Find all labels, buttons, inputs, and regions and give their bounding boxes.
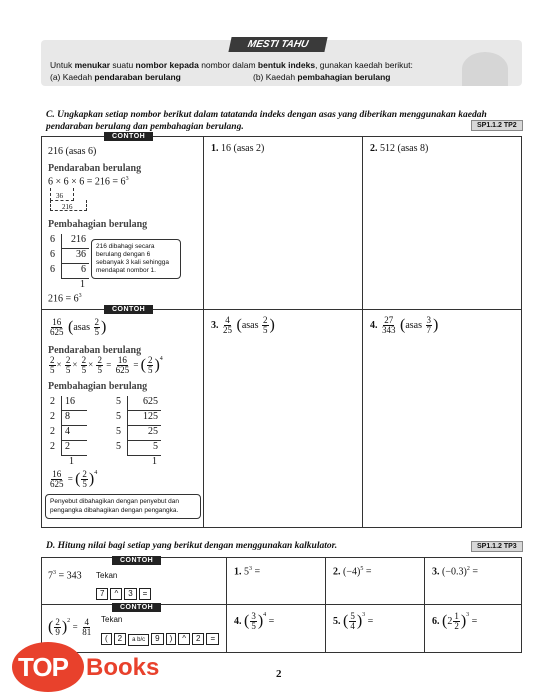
page-number: 2 bbox=[276, 668, 282, 680]
mult-216: 216 bbox=[62, 203, 73, 211]
topbooks-logo bbox=[0, 640, 190, 700]
example1-mult-heading: Pendaraban berulang bbox=[48, 163, 142, 174]
key-open-paren: ( bbox=[101, 633, 112, 645]
example2-note: Penyebut dibahagikan dengan penyebut dan pengangka dibahagikan dengan pengangka. bbox=[45, 494, 201, 519]
section-c-grid bbox=[41, 136, 522, 528]
key-2: 2 bbox=[114, 633, 126, 645]
key-fraction: a b/c bbox=[128, 634, 149, 646]
question-c1: 1. 16 (asas 2) bbox=[211, 143, 265, 154]
d-example1-tekan: Tekan bbox=[96, 571, 118, 580]
example1-note: 216 dibahagi secara berulang dengan 6 sebanyak 3 kali sehingga mendapat nombor 1. bbox=[91, 239, 181, 279]
grid-vline-2 bbox=[362, 136, 363, 528]
example2-division-left: 2 16 2 8 2 4 2 2 1 bbox=[50, 396, 91, 471]
section-d-instruction: D. Hitung nilai bagi setiap yang berikut dengan menggunakan kalkulator. bbox=[46, 541, 338, 551]
contoh-label-2: CONTOH bbox=[104, 305, 153, 314]
key-2b: 2 bbox=[192, 633, 204, 645]
example1-mult-line: $6 \times 6 \times 6 = 216 = 6^3$ bbox=[48, 176, 129, 188]
example2-mult-line: $\frac{2}{5}$ × $\frac{2}{5}$ × $\frac{2}{5}$ × $\frac{2}{5}$ = $\frac{16}{625}$ = ( $\frac{2}{5}$ )$^4$ bbox=[50, 355, 163, 375]
example2-mult-heading: Pendaraban berulang bbox=[48, 345, 142, 356]
key-9: 9 bbox=[151, 633, 163, 645]
key-equals: = bbox=[139, 588, 152, 600]
d-example1-keys bbox=[96, 583, 153, 601]
key-power: ^ bbox=[110, 588, 122, 600]
method-a: (a) Kaedah pendaraban berulang bbox=[50, 72, 181, 82]
intro-text: Untuk menukar suatu nombor kepada nombor dalam bentuk indeks, gunakan kaedah berikut: bbox=[50, 60, 413, 70]
d-example1-expr: $7^3 = 343$ bbox=[48, 570, 82, 582]
mesti-tahu-banner: MESTI TAHU bbox=[228, 37, 327, 52]
question-c4: 4. $\frac{27}{343}$ (asas $\frac{3}{7}$ ) bbox=[370, 315, 439, 335]
question-d6: 6. (2 $\frac{1}{2}$ )$^3$ = bbox=[432, 611, 478, 631]
d-example2-expr: ( $\frac{2}{9}$ )$^2$ = $\frac{4}{81}$ bbox=[48, 617, 92, 637]
question-d2: 2. $(-4)^5$ = bbox=[333, 566, 372, 578]
question-c2: 2. 512 (asas 8) bbox=[370, 143, 429, 154]
contoh-label-1: CONTOH bbox=[104, 132, 153, 141]
section-c-badge: SP1.1.2 TP2 bbox=[471, 120, 523, 131]
example1-result: $216 = 6^3$ bbox=[48, 293, 82, 305]
example1-title: 216 (asas 6) bbox=[48, 146, 97, 157]
decor-disc bbox=[462, 52, 508, 86]
logo-top: TOP bbox=[18, 652, 68, 682]
logo-books: Books bbox=[86, 654, 160, 681]
key-power: ^ bbox=[178, 633, 190, 645]
mult-36: 36 bbox=[56, 192, 63, 200]
section-d-badge: SP1.1.2 TP3 bbox=[471, 541, 523, 552]
example2-division-right: 5 625 5 125 5 25 5 5 1 bbox=[116, 396, 161, 471]
method-b: (b) Kaedah pembahagian berulang bbox=[253, 72, 391, 82]
key-close-paren: ) bbox=[166, 633, 177, 645]
example2-div-heading: Pembahagian berulang bbox=[48, 381, 148, 392]
key-7: 7 bbox=[96, 588, 108, 600]
contoh-label-d2: CONTOH bbox=[112, 603, 161, 612]
key-3: 3 bbox=[124, 588, 136, 600]
contoh-label-d1: CONTOH bbox=[112, 556, 161, 565]
key-equals: = bbox=[206, 633, 219, 645]
question-d4: 4. ( $\frac{3}{5}$ )$^4$ = bbox=[234, 611, 275, 631]
question-d5: 5. ( $\frac{5}{4}$ )$^3$ = bbox=[333, 611, 374, 631]
example1-division-table: 6 216 6 36 6 6 1 bbox=[50, 234, 89, 294]
question-c3: 3. $\frac{4}{25}$ (asas $\frac{2}{5}$ ) bbox=[211, 315, 275, 335]
question-d1: 1. $5^3$ = bbox=[234, 566, 261, 578]
example2-result: $\frac{16}{625}$ = ( $\frac{2}{5}$ )$^4$ bbox=[50, 469, 98, 489]
section-c-instruction: C. Ungkapkan setiap nombor berikut dalam tatatanda indeks dengan asas yang diberikan menggunakan kaedah pendaraban berulang dan pembahagian berulang. bbox=[46, 110, 487, 132]
example2-title: $\frac{16}{625}$ (asas $\frac{2}{5}$ ) bbox=[50, 317, 107, 337]
question-d3: 3. $(-0.3)^2$ = bbox=[432, 566, 478, 578]
example1-div-heading: Pembahagian berulang bbox=[48, 219, 148, 230]
d-example2-tekan: Tekan bbox=[101, 615, 123, 624]
grid-vline-1 bbox=[203, 136, 204, 528]
